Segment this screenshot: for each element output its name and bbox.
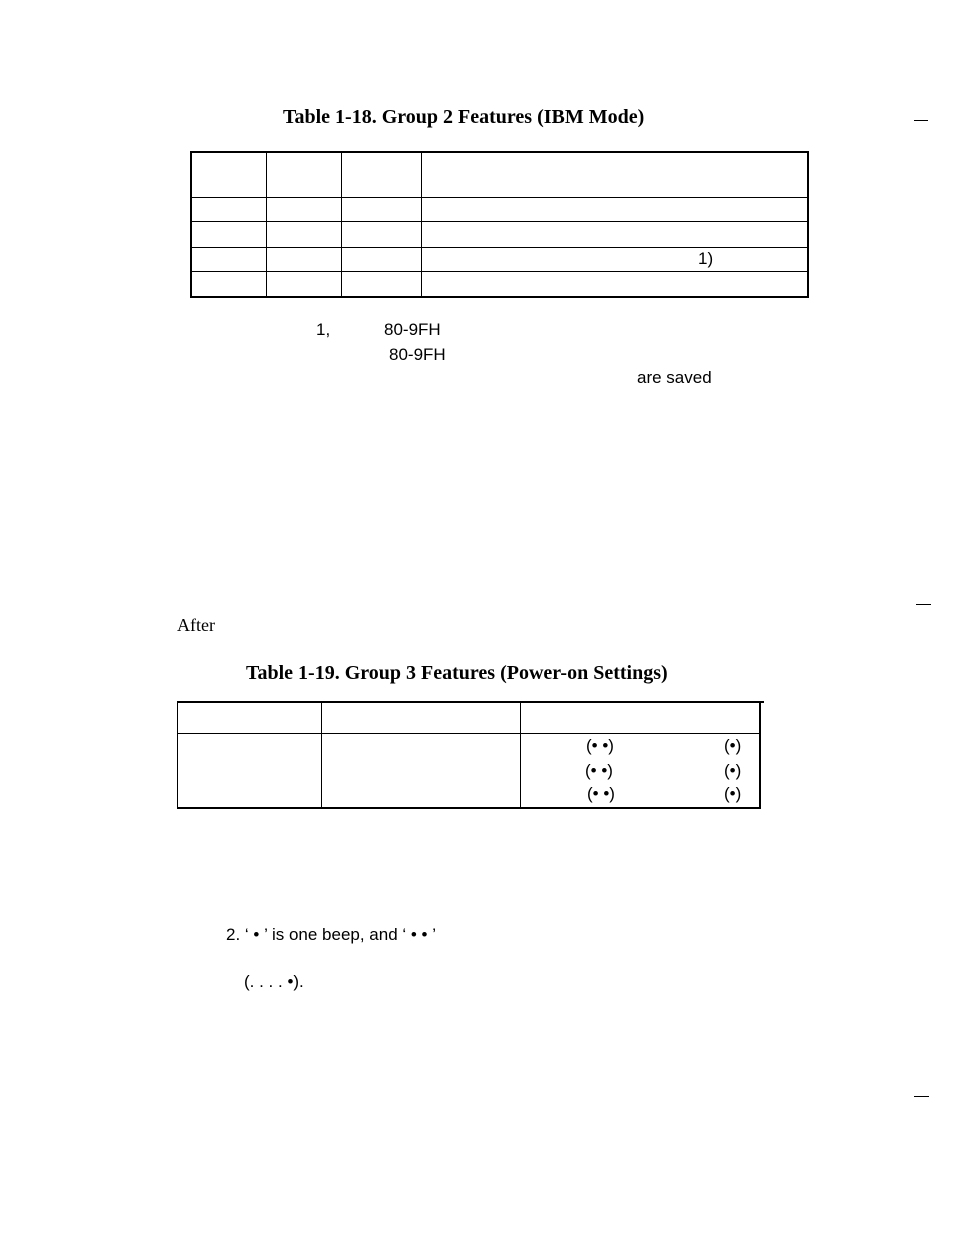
note-fragment: 80-9FH bbox=[384, 320, 441, 339]
margin-mark bbox=[914, 1096, 929, 1097]
note-fragment: 1, bbox=[316, 320, 331, 339]
table-1-18-col-divider bbox=[341, 151, 342, 298]
note-fragment: are saved bbox=[637, 368, 712, 387]
table-1-19-rule bbox=[177, 733, 761, 734]
beep-pattern: (•) bbox=[724, 784, 742, 803]
table-1-19-rule bbox=[177, 807, 761, 809]
table-1-18-col-divider bbox=[266, 151, 267, 298]
table-1-18-rule bbox=[190, 221, 809, 222]
table-1-19-rule bbox=[177, 701, 764, 703]
table-1-18-col-divider bbox=[421, 151, 422, 298]
beep-pattern: (• •) bbox=[585, 761, 613, 780]
table-1-19-border-left bbox=[177, 701, 178, 809]
table-1-18-rule bbox=[190, 197, 809, 198]
table-1-19-title: Table 1-19. Group 3 Features (Power-on Settings) bbox=[246, 662, 668, 684]
table-1-18-border bbox=[190, 151, 809, 298]
beep-pattern: (• •) bbox=[587, 784, 615, 803]
margin-mark bbox=[914, 120, 928, 121]
beep-sequence: (. . . . •). bbox=[244, 972, 304, 991]
beep-pattern: (•) bbox=[724, 761, 742, 780]
table-1-19-col-divider bbox=[321, 701, 322, 809]
table-1-19-border-right bbox=[759, 701, 761, 809]
note-fragment: 80-9FH bbox=[389, 345, 446, 364]
after-text: After bbox=[177, 615, 215, 635]
note-2: 2. ‘ • ’ is one beep, and ‘ • • ’ bbox=[226, 925, 437, 944]
beep-pattern: (• •) bbox=[586, 736, 614, 755]
table-1-18-title: Table 1-18. Group 2 Features (IBM Mode) bbox=[283, 106, 645, 128]
table-1-18-rule bbox=[190, 271, 809, 272]
table-1-18-cell-text: 1) bbox=[698, 249, 714, 268]
margin-mark bbox=[916, 604, 931, 605]
beep-pattern: (•) bbox=[724, 736, 742, 755]
table-1-19-col-divider bbox=[520, 701, 521, 809]
table-1-18-rule bbox=[190, 247, 809, 248]
